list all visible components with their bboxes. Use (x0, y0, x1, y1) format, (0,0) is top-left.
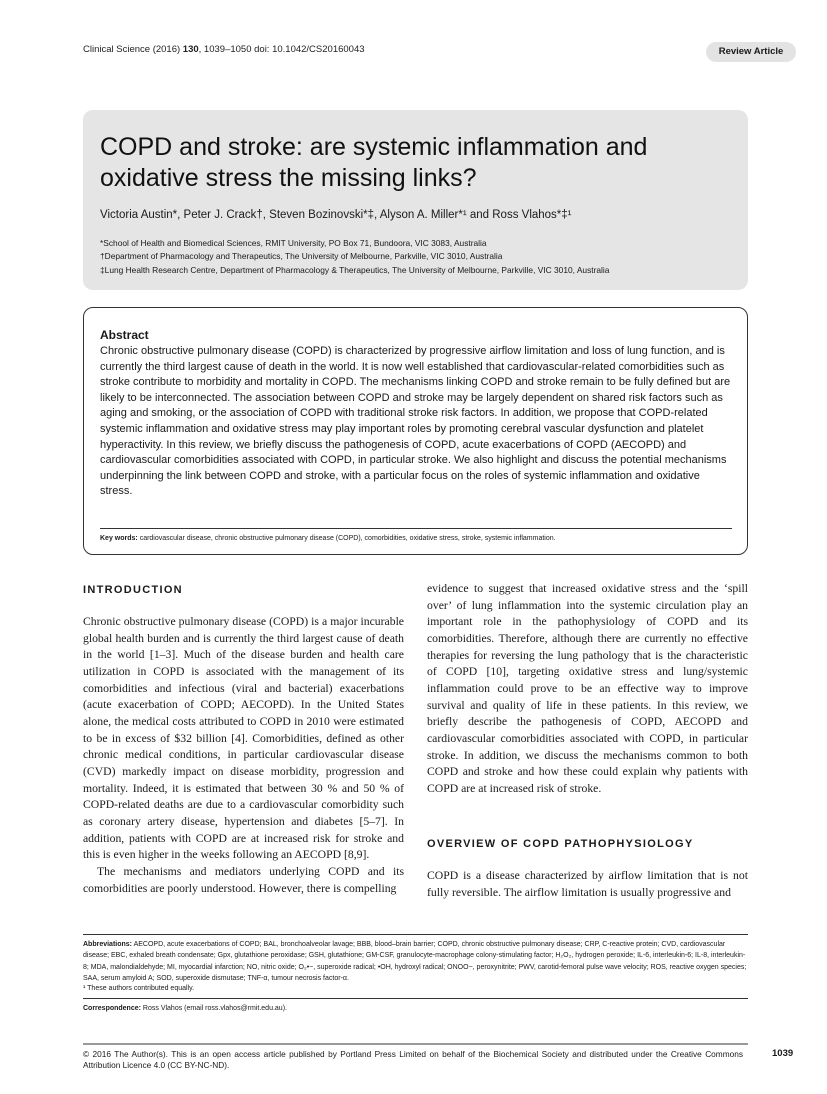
correspondence-text: Ross Vlahos (email ross.vlahos@rmit.edu.au). (142, 1005, 287, 1012)
section-heading-introduction: INTRODUCTION (83, 584, 183, 596)
correspondence (83, 1005, 287, 1012)
license-footer: © 2016 The Author(s). This is an open access article published by Portland Press Limited on behalf of the Biochemical Society and distributed under the Creative Commons Attribution Licence 4.0 (CC BY-NC-ND). (83, 1049, 743, 1070)
abbreviations-text: AECOPD, acute exacerbations of COPD; BAL, bronchoalveolar lavage; BBB, blood–brain barrier; COPD, chronic obstructive pulmonary disease; CRP, C-reactive protein; CVD, cardiovascular disease; EBC, exhaled breath condensate; Gpx, glutathione peroxidase; GSH, glutathione; GM-CSF, granulocyte-macrophage colony-stimulating factor; H₂O₂, hydrogen peroxide; IL-6, interleukin-6; IL-8, interleukin-8; MDA, malondialdehyde; MI, myocardial infarction; NO, nitric oxide; O₂•−, superoxide radical; •OH, hydroxyl radical; ONOO−, peroxynitrite; PWV, carotid-femoral pulse wave velocity; ROS, reactive oxygen species; SAA, serum amyloid A; SOD, superoxide dismutase; TNF-α, tumour necrosis factor-α. (83, 941, 747, 982)
correspondence-label: Correspondence: (83, 1005, 141, 1012)
journal-citation (83, 44, 365, 55)
affiliation: †Department of Pharmacology and Therapeutics, The University of Melbourne, Parkville, VIC 3010, Australia (100, 251, 503, 262)
divider (83, 1043, 748, 1045)
abstract-box (83, 307, 748, 555)
right-column (427, 581, 748, 798)
journal-volume: 130 (182, 44, 199, 55)
article-type-badge: Review Article (706, 42, 796, 62)
abstract-text: Chronic obstructive pulmonary disease (COPD) is characterized by progressive airflow limitation and loss of lung function, and is currently the third largest cause of death in the world. It is now well established that cardiovascular-related comorbidities such as stroke contribute to morbidity and mortality in COPD. The mechanisms linking COPD and stroke remain to be fully defined but are likely to be interconnected. The association between COPD and stroke may be largely dependent on shared risk factors such as aging and smoking, or the association of COPD with traditional stroke risk factors. In addition, we propose that COPD-related systemic inflammation and oxidative stress may play important roles by promoting cerebral vascular dysfunction and platelet hyperactivity. In this review, we briefly discuss the pathogenesis of COPD, acute exacerbations of COPD (AECOPD) and cardiovascular comorbidities associated with COPD, in particular stroke. We also highlight and discuss the potential mechanisms underpinning the link between COPD and stroke, with a particular focus on the roles of systemic inflammation and oxidative stress. (100, 345, 731, 498)
divider (83, 998, 748, 999)
paragraph: COPD is a disease characterized by airflow limitation that is not fully reversible. The airflow limitation is usually progressive and (427, 869, 748, 899)
title-box (83, 110, 748, 290)
paragraph: Chronic obstructive pulmonary disease (COPD) is a major incurable global health burden and is currently the third largest cause of death in the world [1–3]. Much of the disease burden and health care utilization in COPD is associated with the management of its comorbidities and infectious (viral and bacterial) exacerbations (acute exacerbation of COPD; AECOPD). In the United States alone, the medical costs attributed to COPD in 2010 were estimated to be in excess of $32 billion [4]. Comorbidities, defined as other chronic medical conditions, in particular cardiovascular disease (CVD) markedly impact on disease morbidity, progression and mortality. Indeed, it is estimated that between 30 % and 50 % of COPD-related deaths are due to a cardiovascular comorbidity such as coronary artery disease, hypertension and diabetes [5–7]. In addition, patients with COPD are at increased risk for stroke and this is even higher in the weeks following an AECOPD [8,9]. (83, 615, 404, 862)
affiliation: *School of Health and Biomedical Sciences, RMIT University, PO Box 71, Bundoora, VIC 3083, Australia (100, 238, 487, 248)
keywords-label: Key words: (100, 535, 138, 542)
abbreviations (83, 939, 748, 984)
divider (100, 528, 732, 529)
affiliation: ‡Lung Health Research Centre, Department of Pharmacology & Therapeutics, The University of Melbourne, Parkville, VIC 3010, Australia (100, 264, 610, 275)
abstract-heading: Abstract (100, 328, 149, 342)
right-column-continued (427, 868, 748, 901)
article-title: COPD and stroke: are systemic inflammation and oxidative stress the missing links? (100, 133, 648, 192)
abbreviations-label: Abbreviations: (83, 941, 133, 948)
keywords (100, 535, 556, 542)
divider (83, 934, 748, 935)
left-column (83, 614, 404, 897)
journal-name: Clinical Science (2016) (83, 44, 183, 55)
page-number: 1039 (772, 1048, 794, 1059)
paragraph: evidence to suggest that increased oxidative stress and the ‘spill over’ of lung inflammation into the systemic circulation play an important role in the pathophysiology of COPD and its comorbidities. Therefore, although there are currently no effective therapies for reversing the lung pathology that is the characteristic of COPD [10], targeting oxidative stress and lung/systemic inflammation could prove to be an effective way to improve survival and quality of life in these patients. In this review, we briefly describe the pathogenesis of COPD, AECOPD and cardiovascular comorbidities associated with COPD, in particular stroke. In addition, we discuss the mechanisms common to both COPD and stroke and how these could explain why patients with COPD are at increased risk of stroke. (427, 582, 748, 795)
author-list: Victoria Austin*, Peter J. Crack†, Steven Bozinovski*‡, Alyson A. Miller*¹ and Ross Vlahos*‡¹ (100, 209, 572, 221)
section-heading-overview: OVERVIEW OF COPD PATHOPHYSIOLOGY (427, 838, 694, 850)
keywords-text: cardiovascular disease, chronic obstructive pulmonary disease (COPD), comorbidities, oxidative stress, stroke, systemic inflammation. (139, 535, 556, 542)
footnote: ¹ These authors contributed equally. (83, 985, 195, 992)
journal-doi: , 1039–1050 doi: 10.1042/CS20160043 (198, 44, 365, 55)
affiliations (100, 237, 609, 277)
paragraph: The mechanisms and mediators underlying COPD and its comorbidities are poorly understood. However, there is compelling (83, 864, 404, 895)
